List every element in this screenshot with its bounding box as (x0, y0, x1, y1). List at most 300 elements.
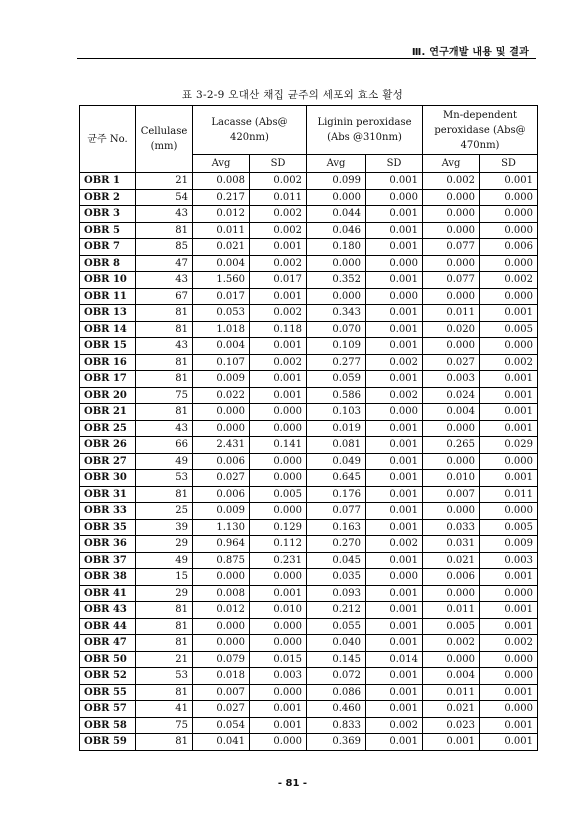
header-divider (77, 58, 536, 59)
lignin-sd-cell: 0.014 (366, 651, 423, 668)
laccase-sd-cell: 0.001 (250, 387, 307, 404)
laccase-avg-cell: 0.107 (193, 354, 250, 371)
strain-cell: OBR 44 (80, 618, 136, 635)
laccase-avg-cell: 0.027 (193, 470, 250, 487)
mn-sd-cell: 0.005 (480, 519, 538, 536)
mn-avg-cell: 0.000 (423, 503, 480, 520)
table-row (80, 371, 538, 388)
cellulase-cell: 15 (136, 569, 193, 586)
strain-cell: OBR 38 (80, 569, 136, 586)
laccase-avg-cell: 0.041 (193, 734, 250, 751)
mn-sd-cell: 0.000 (480, 189, 538, 206)
laccase-avg-cell: 0.000 (193, 618, 250, 635)
mn-avg-cell: 0.010 (423, 470, 480, 487)
table-row (80, 321, 538, 338)
strain-cell: OBR 1 (80, 173, 136, 190)
mn-sd-cell: 0.001 (480, 717, 538, 734)
cellulase-cell: 54 (136, 189, 193, 206)
mn-avg-cell: 0.002 (423, 635, 480, 652)
cellulase-cell: 66 (136, 437, 193, 454)
cellulase-cell: 81 (136, 305, 193, 322)
laccase-avg-cell: 0.079 (193, 651, 250, 668)
mn-sd-cell: 0.000 (480, 222, 538, 239)
table-caption: 표 3-2-9 오대산 채집 균주의 세포외 효소 활성 (181, 89, 404, 101)
lignin-sd-cell: 0.001 (366, 239, 423, 256)
mn-avg-cell: 0.000 (423, 453, 480, 470)
cellulase-cell: 81 (136, 486, 193, 503)
mn-sd-cell: 0.002 (480, 635, 538, 652)
mn-avg-cell: 0.000 (423, 288, 480, 305)
mn-sd-cell: 0.000 (480, 206, 538, 223)
laccase-sd-cell: 0.001 (250, 371, 307, 388)
mn-sd-cell: 0.005 (480, 321, 538, 338)
table-row (80, 354, 538, 371)
lignin-sd-cell: 0.001 (366, 321, 423, 338)
lignin-sd-cell: 0.001 (366, 701, 423, 718)
laccase-avg-cell: 1.018 (193, 321, 250, 338)
strain-cell: OBR 35 (80, 519, 136, 536)
lignin-avg-cell: 0.343 (307, 305, 366, 322)
table-body (80, 173, 538, 751)
lignin-sd-cell: 0.001 (366, 519, 423, 536)
laccase-avg-cell: 0.004 (193, 255, 250, 272)
mn-avg-cell: 0.000 (423, 255, 480, 272)
mn-sd-cell: 0.000 (480, 338, 538, 355)
lignin-sd-cell: 0.001 (366, 552, 423, 569)
mn-sd-cell: 0.000 (480, 701, 538, 718)
lignin-sd-cell: 0.001 (366, 305, 423, 322)
laccase-sd-header: SD (250, 155, 307, 173)
laccase-avg-cell: 0.018 (193, 668, 250, 685)
table-row (80, 602, 538, 619)
lignin-avg-cell: 0.176 (307, 486, 366, 503)
strain-cell: OBR 33 (80, 503, 136, 520)
mn-sd-cell: 0.001 (480, 387, 538, 404)
cellulase-cell: 81 (136, 734, 193, 751)
laccase-avg-cell: 0.021 (193, 239, 250, 256)
laccase-sd-cell: 0.000 (250, 684, 307, 701)
cellulase-cell: 43 (136, 420, 193, 437)
mn-avg-cell: 0.011 (423, 602, 480, 619)
strain-cell: OBR 17 (80, 371, 136, 388)
table-row (80, 519, 538, 536)
cellulase-cell: 85 (136, 239, 193, 256)
lignin-avg-cell: 0.000 (307, 288, 366, 305)
mn-sd-cell: 0.001 (480, 371, 538, 388)
laccase-avg-cell: 0.012 (193, 602, 250, 619)
laccase-sd-cell: 0.001 (250, 585, 307, 602)
laccase-header: Lacasse (Abs@ 420nm) (193, 106, 307, 155)
cellulase-cell: 21 (136, 651, 193, 668)
laccase-avg-cell: 0.011 (193, 222, 250, 239)
strain-cell: OBR 59 (80, 734, 136, 751)
mn-sd-cell: 0.001 (480, 684, 538, 701)
cellulase-cell: 43 (136, 272, 193, 289)
table-row (80, 618, 538, 635)
mn-avg-cell: 0.021 (423, 552, 480, 569)
mn-avg-cell: 0.077 (423, 239, 480, 256)
laccase-avg-cell: 0.964 (193, 536, 250, 553)
mn-sd-cell: 0.000 (480, 668, 538, 685)
table-row (80, 734, 538, 751)
mn-avg-cell: 0.007 (423, 486, 480, 503)
lignin-sd-cell: 0.001 (366, 222, 423, 239)
laccase-sd-cell: 0.000 (250, 635, 307, 652)
table-row (80, 239, 538, 256)
lignin-avg-cell: 0.270 (307, 536, 366, 553)
lignin-avg-cell: 0.145 (307, 651, 366, 668)
lignin-sd-cell: 0.000 (366, 255, 423, 272)
lignin-sd-cell: 0.001 (366, 684, 423, 701)
strain-cell: OBR 52 (80, 668, 136, 685)
lignin-sd-cell: 0.001 (366, 371, 423, 388)
mn-sd-cell: 0.000 (480, 288, 538, 305)
mn-avg-cell: 0.000 (423, 222, 480, 239)
table-row (80, 420, 538, 437)
mn-avg-cell: 0.011 (423, 305, 480, 322)
lignin-avg-cell: 0.099 (307, 173, 366, 190)
lignin-avg-cell: 0.072 (307, 668, 366, 685)
laccase-avg-cell: 0.017 (193, 288, 250, 305)
lignin-avg-cell: 0.163 (307, 519, 366, 536)
laccase-avg-cell: 0.000 (193, 420, 250, 437)
laccase-avg-cell: 0.022 (193, 387, 250, 404)
strain-cell: OBR 41 (80, 585, 136, 602)
table-row (80, 585, 538, 602)
cellulase-cell: 81 (136, 321, 193, 338)
lignin-avg-cell: 0.070 (307, 321, 366, 338)
lignin-sd-cell: 0.001 (366, 173, 423, 190)
laccase-sd-cell: 0.002 (250, 305, 307, 322)
lignin-sd-cell: 0.001 (366, 618, 423, 635)
laccase-sd-cell: 0.001 (250, 717, 307, 734)
mn-sd-cell: 0.002 (480, 272, 538, 289)
strain-cell: OBR 13 (80, 305, 136, 322)
strain-cell: OBR 47 (80, 635, 136, 652)
mn-avg-cell: 0.002 (423, 173, 480, 190)
cellulase-cell: 29 (136, 536, 193, 553)
laccase-avg-cell: 0.000 (193, 569, 250, 586)
lignin-sd-cell: 0.001 (366, 734, 423, 751)
lignin-avg-cell: 0.369 (307, 734, 366, 751)
strain-cell: OBR 37 (80, 552, 136, 569)
lignin-sd-cell: 0.001 (366, 420, 423, 437)
laccase-sd-cell: 0.002 (250, 354, 307, 371)
mn-avg-cell: 0.000 (423, 585, 480, 602)
laccase-sd-cell: 0.010 (250, 602, 307, 619)
mn-sd-cell: 0.000 (480, 255, 538, 272)
cellulase-cell: 81 (136, 354, 193, 371)
laccase-sd-cell: 0.011 (250, 189, 307, 206)
cellulase-cell: 67 (136, 288, 193, 305)
mn-sd-cell: 0.001 (480, 173, 538, 190)
mn-sd-cell: 0.006 (480, 239, 538, 256)
strain-cell: OBR 58 (80, 717, 136, 734)
lignin-avg-cell: 0.077 (307, 503, 366, 520)
table-row (80, 206, 538, 223)
mn-sd-cell: 0.001 (480, 734, 538, 751)
laccase-avg-cell: 0.008 (193, 173, 250, 190)
strain-cell: OBR 20 (80, 387, 136, 404)
mn-avg-cell: 0.001 (423, 734, 480, 751)
mn-sd-cell: 0.001 (480, 618, 538, 635)
lignin-sd-cell: 0.001 (366, 635, 423, 652)
mn-sd-cell: 0.011 (480, 486, 538, 503)
cellulase-cell: 39 (136, 519, 193, 536)
laccase-sd-cell: 0.001 (250, 288, 307, 305)
lignin-avg-cell: 0.035 (307, 569, 366, 586)
laccase-sd-cell: 0.141 (250, 437, 307, 454)
laccase-avg-cell: 0.012 (193, 206, 250, 223)
cellulase-cell: 49 (136, 552, 193, 569)
lignin-avg-cell: 0.019 (307, 420, 366, 437)
lignin-sd-cell: 0.000 (366, 288, 423, 305)
lignin-avg-cell: 0.109 (307, 338, 366, 355)
lignin-avg-cell: 0.055 (307, 618, 366, 635)
enzyme-activity-table (79, 105, 538, 751)
laccase-avg-cell: 0.008 (193, 585, 250, 602)
cellulase-cell: 47 (136, 255, 193, 272)
lignin-sd-cell: 0.001 (366, 503, 423, 520)
mn-avg-cell: 0.011 (423, 684, 480, 701)
laccase-sd-cell: 0.005 (250, 486, 307, 503)
table-row (80, 552, 538, 569)
strain-header: 균주 No. (80, 106, 136, 173)
laccase-avg-cell: 0.000 (193, 404, 250, 421)
lignin-sd-cell: 0.001 (366, 453, 423, 470)
table-row (80, 272, 538, 289)
lignin-avg-cell: 0.049 (307, 453, 366, 470)
lignin-sd-cell: 0.001 (366, 338, 423, 355)
strain-cell: OBR 8 (80, 255, 136, 272)
table-row (80, 701, 538, 718)
lignin-avg-cell: 0.180 (307, 239, 366, 256)
mn-avg-cell: 0.027 (423, 354, 480, 371)
lignin-sd-cell: 0.000 (366, 404, 423, 421)
strain-cell: OBR 27 (80, 453, 136, 470)
laccase-avg-cell: 0.009 (193, 503, 250, 520)
lignin-sd-cell: 0.002 (366, 387, 423, 404)
strain-cell: OBR 25 (80, 420, 136, 437)
strain-cell: OBR 11 (80, 288, 136, 305)
lignin-sd-cell: 0.000 (366, 569, 423, 586)
table-row (80, 503, 538, 520)
laccase-avg-cell: 0.875 (193, 552, 250, 569)
mn-avg-cell: 0.005 (423, 618, 480, 635)
cellulase-cell: 81 (136, 618, 193, 635)
laccase-sd-cell: 0.001 (250, 239, 307, 256)
mn-sd-cell: 0.002 (480, 354, 538, 371)
lignin-sd-cell: 0.002 (366, 536, 423, 553)
lignin-avg-cell: 0.000 (307, 255, 366, 272)
lignin-avg-cell: 0.040 (307, 635, 366, 652)
cellulase-cell: 25 (136, 503, 193, 520)
mn-sd-cell: 0.029 (480, 437, 538, 454)
cellulase-cell: 75 (136, 387, 193, 404)
laccase-sd-cell: 0.017 (250, 272, 307, 289)
laccase-sd-cell: 0.002 (250, 222, 307, 239)
lignin-sd-cell: 0.001 (366, 668, 423, 685)
lignin-avg-cell: 0.645 (307, 470, 366, 487)
laccase-avg-cell: 2.431 (193, 437, 250, 454)
lignin-sd-cell: 0.001 (366, 585, 423, 602)
lignin-avg-cell: 0.352 (307, 272, 366, 289)
strain-cell: OBR 50 (80, 651, 136, 668)
laccase-avg-cell: 0.053 (193, 305, 250, 322)
laccase-sd-cell: 0.231 (250, 552, 307, 569)
mn-avg-cell: 0.077 (423, 272, 480, 289)
lignin-peroxidase-header: Liginin peroxidase (Abs @310nm) (307, 106, 423, 155)
mn-sd-cell: 0.000 (480, 503, 538, 520)
laccase-sd-cell: 0.001 (250, 338, 307, 355)
lignin-avg-cell: 0.103 (307, 404, 366, 421)
mn-avg-cell: 0.006 (423, 569, 480, 586)
strain-cell: OBR 55 (80, 684, 136, 701)
mn-sd-cell: 0.003 (480, 552, 538, 569)
table-row (80, 173, 538, 190)
cellulase-cell: 81 (136, 684, 193, 701)
cellulase-cell: 43 (136, 206, 193, 223)
lignin-sd-cell: 0.001 (366, 470, 423, 487)
mn-sd-cell: 0.001 (480, 404, 538, 421)
laccase-sd-cell: 0.000 (250, 734, 307, 751)
laccase-sd-cell: 0.000 (250, 453, 307, 470)
laccase-avg-cell: 0.006 (193, 453, 250, 470)
lignin-sd-cell: 0.002 (366, 354, 423, 371)
table-row (80, 404, 538, 421)
lignin-avg-cell: 0.046 (307, 222, 366, 239)
laccase-sd-cell: 0.000 (250, 503, 307, 520)
table-row (80, 684, 538, 701)
mn-avg-cell: 0.265 (423, 437, 480, 454)
cellulase-cell: 43 (136, 338, 193, 355)
mn-sd-cell: 0.001 (480, 470, 538, 487)
laccase-sd-cell: 0.002 (250, 173, 307, 190)
strain-cell: OBR 10 (80, 272, 136, 289)
mn-avg-cell: 0.023 (423, 717, 480, 734)
laccase-avg-cell: 0.217 (193, 189, 250, 206)
laccase-sd-cell: 0.001 (250, 701, 307, 718)
lignin-avg-header: Avg (307, 155, 366, 173)
lignin-avg-cell: 0.086 (307, 684, 366, 701)
cellulase-cell: 81 (136, 222, 193, 239)
lignin-avg-cell: 0.044 (307, 206, 366, 223)
strain-cell: OBR 14 (80, 321, 136, 338)
strain-cell: OBR 21 (80, 404, 136, 421)
strain-cell: OBR 15 (80, 338, 136, 355)
table-row (80, 387, 538, 404)
strain-cell: OBR 57 (80, 701, 136, 718)
lignin-avg-cell: 0.093 (307, 585, 366, 602)
mn-sd-cell: 0.001 (480, 305, 538, 322)
cellulase-cell: 49 (136, 453, 193, 470)
laccase-avg-cell: 0.007 (193, 684, 250, 701)
cellulase-cell: 53 (136, 470, 193, 487)
lignin-avg-cell: 0.277 (307, 354, 366, 371)
strain-cell: OBR 43 (80, 602, 136, 619)
table-row (80, 635, 538, 652)
laccase-sd-cell: 0.000 (250, 404, 307, 421)
table-row (80, 305, 538, 322)
laccase-sd-cell: 0.000 (250, 470, 307, 487)
mn-sd-cell: 0.000 (480, 453, 538, 470)
lignin-sd-header: SD (366, 155, 423, 173)
strain-cell: OBR 3 (80, 206, 136, 223)
laccase-sd-cell: 0.000 (250, 618, 307, 635)
lignin-sd-cell: 0.001 (366, 486, 423, 503)
section-header: Ⅲ. 연구개발 내용 및 결과 (411, 47, 529, 58)
lignin-sd-cell: 0.001 (366, 206, 423, 223)
table-row (80, 338, 538, 355)
mn-sd-cell: 0.000 (480, 651, 538, 668)
lignin-avg-cell: 0.833 (307, 717, 366, 734)
laccase-sd-cell: 0.129 (250, 519, 307, 536)
strain-cell: OBR 26 (80, 437, 136, 454)
mn-avg-cell: 0.004 (423, 404, 480, 421)
mn-avg-cell: 0.020 (423, 321, 480, 338)
cellulase-cell: 53 (136, 668, 193, 685)
lignin-sd-cell: 0.001 (366, 272, 423, 289)
laccase-avg-cell: 0.004 (193, 338, 250, 355)
lignin-sd-cell: 0.000 (366, 189, 423, 206)
page-number: - 81 - (277, 778, 308, 789)
table-row (80, 536, 538, 553)
table-row (80, 486, 538, 503)
laccase-sd-cell: 0.002 (250, 206, 307, 223)
table-row (80, 569, 538, 586)
lignin-sd-cell: 0.002 (366, 717, 423, 734)
mn-avg-cell: 0.000 (423, 338, 480, 355)
lignin-avg-cell: 0.045 (307, 552, 366, 569)
laccase-avg-cell: 1.130 (193, 519, 250, 536)
cellulase-header: Cellulase (mm) (136, 106, 193, 173)
laccase-sd-cell: 0.002 (250, 255, 307, 272)
laccase-avg-cell: 0.006 (193, 486, 250, 503)
strain-cell: OBR 5 (80, 222, 136, 239)
mn-avg-cell: 0.031 (423, 536, 480, 553)
lignin-sd-cell: 0.001 (366, 602, 423, 619)
laccase-avg-cell: 1.560 (193, 272, 250, 289)
laccase-sd-cell: 0.118 (250, 321, 307, 338)
cellulase-cell: 29 (136, 585, 193, 602)
mn-sd-cell: 0.009 (480, 536, 538, 553)
table-row (80, 453, 538, 470)
cellulase-cell: 81 (136, 602, 193, 619)
table-row (80, 651, 538, 668)
table-row (80, 470, 538, 487)
cellulase-cell: 75 (136, 717, 193, 734)
mn-avg-cell: 0.000 (423, 651, 480, 668)
mn-avg-cell: 0.021 (423, 701, 480, 718)
lignin-sd-cell: 0.001 (366, 437, 423, 454)
mn-sd-cell: 0.001 (480, 569, 538, 586)
strain-cell: OBR 30 (80, 470, 136, 487)
cellulase-cell: 81 (136, 371, 193, 388)
mn-avg-cell: 0.003 (423, 371, 480, 388)
mn-sd-cell: 0.001 (480, 602, 538, 619)
strain-cell: OBR 2 (80, 189, 136, 206)
mn-sd-cell: 0.000 (480, 585, 538, 602)
mn-avg-cell: 0.033 (423, 519, 480, 536)
lignin-avg-cell: 0.000 (307, 189, 366, 206)
laccase-sd-cell: 0.003 (250, 668, 307, 685)
mn-avg-cell: 0.000 (423, 189, 480, 206)
strain-cell: OBR 7 (80, 239, 136, 256)
laccase-sd-cell: 0.015 (250, 651, 307, 668)
mn-avg-header: Avg (423, 155, 480, 173)
laccase-avg-cell: 0.054 (193, 717, 250, 734)
strain-cell: OBR 31 (80, 486, 136, 503)
